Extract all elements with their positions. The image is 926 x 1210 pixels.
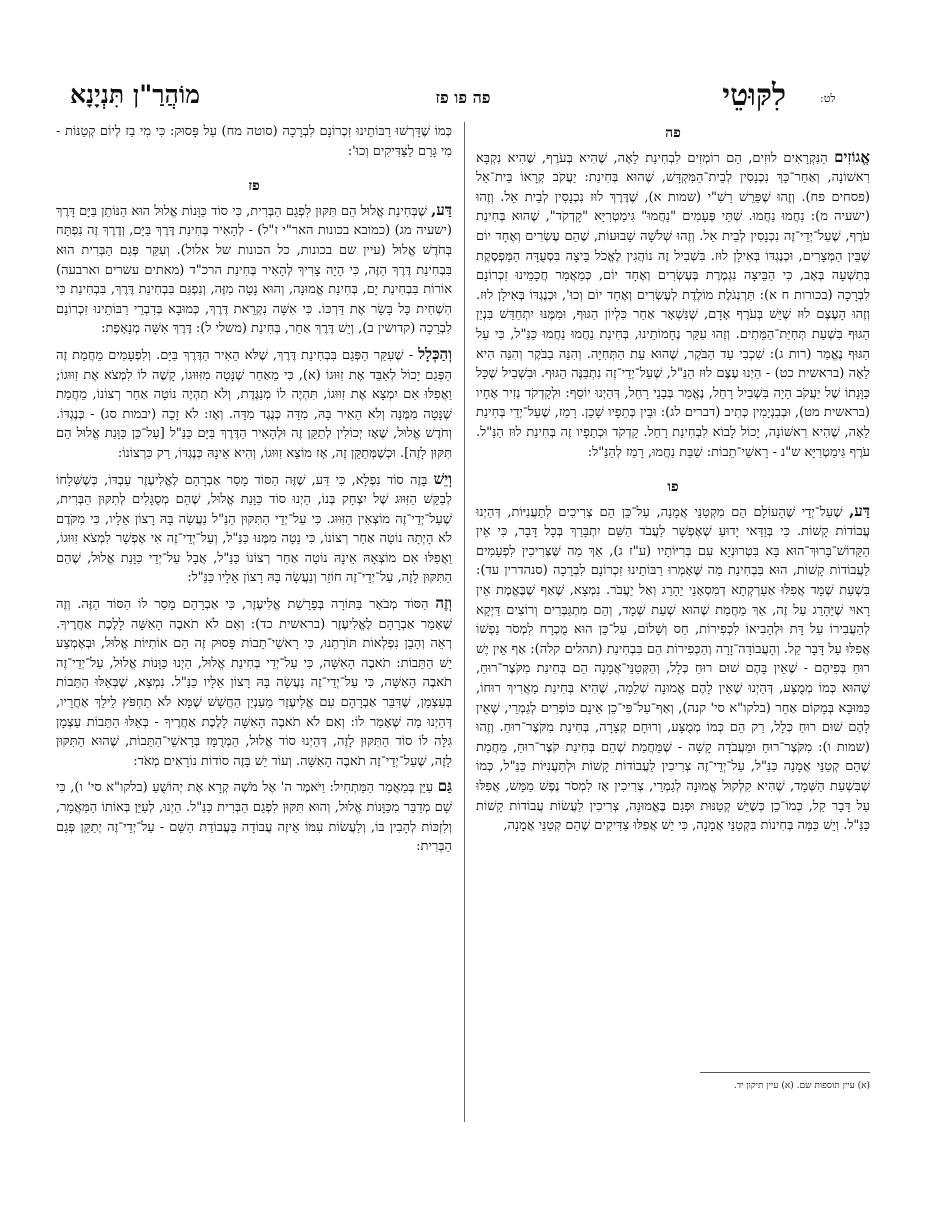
footnote-divider <box>700 1072 870 1073</box>
section-title: פה <box>665 125 681 141</box>
paragraph-text: בָּזֶה סוֹד נִפְלָא, כִּי דַּע, שֶׁזֶּה הַסּוֹד מָסַר אַבְרָהָם לֶאֱלִיעֶזֶר עַבְדּוֹ, כְּשֶׁשְּׁלָחוֹ לְבַקֵּשׁ הַזִּוּוּג שֶׁל יִצְחָק בְּנוֹ, הַיְנוּ סוֹד כַּוָּנַת אֱלוּל, שֶׁהֵם מְסֻגָּלִים לְתִקּוּן הַבְּרִית, שֶׁעַל־יְדֵי־זֶה מוֹצְאִין הַזִּוּוּג. כִּי עַל־יְדֵי הַתִּקּוּן הַנַּ"ל נַעֲשָׂה בָּהּ רָצוֹן אֵלָיו, כִּי מִקֹּדֶם לֹא הָיְתָה נוֹטָה אַחַר רְצוֹנוֹ, כִּי נָטָה מִמֶּנּוּ כַּנַּ"ל, וְעַל־יְדֵי־זֶה אִי אֶפְשָׁר לִמְצֹא זִוּוּגוֹ, וַאֲפִלּוּ אִם מוֹצְאָהּ אֵינָהּ נוֹטָה אַחַר רְצוֹנוֹ כַּנַּ"ל, אֲבָל עַל־יְדֵי כַּוָּנַת אֱלוּל, שֶׁהֵם הַתִּקּוּן לָזֶה, עַל־יְדֵי־זֶה חוֹזֵר וְנַעֲשָׂה בָּהּ רָצוֹן אֵלָיו כַּנַּ"ל: <box>56 472 452 586</box>
left-column <box>56 122 452 863</box>
paragraph <box>476 502 870 836</box>
lead-word: גַּם <box>437 777 452 796</box>
paragraph <box>56 122 452 161</box>
running-header <box>70 78 856 114</box>
lead-word: אֱגוֹזִים <box>834 147 870 166</box>
section-title: פו <box>667 479 679 496</box>
lead-word: דַּע, <box>849 501 870 520</box>
column-divider <box>464 122 465 1122</box>
paragraph <box>476 148 870 463</box>
footnote: (א) עיין תוספות שם. (א) עיין תיקון יד. <box>733 1081 870 1091</box>
author-title: מוֹהֲרַ"ן תִּנְיָנָא <box>70 80 201 109</box>
right-column <box>476 122 870 842</box>
paragraph <box>56 777 452 856</box>
page-folio: לט: <box>820 92 836 105</box>
lead-word: וְהַכְּלָל <box>418 344 452 363</box>
book-title: לִקּוּטֵי <box>722 78 786 113</box>
paragraph-text: הַסּוֹד מְבֹאָר בַּתּוֹרָה בְּפָרָשַׁת אֱלִיעֶזֶר, כִּי אַבְרָהָם מָסַר לוֹ הַסּוֹד הַזֶּה. וְזֶה שֶׁאָמַר אַבְרָהָם לֶאֱלִיעֶזֶר (בראשית כד): וְאִם לֹא תֹאבֶה הָאִשָּׁה לָלֶכֶת אַחֲרֶיךָ. רְאֵה וְהָבֵן נִפְלְאוֹת תּוֹרָתֵנוּ, כִּי רָאשֵׁי־תֵבוֹת פָּסוּק זֶה הֵם אוֹתִיּוֹת אֱלוּל, וּבְאֶמְצַע יֵשׁ הַתֵּבוֹת: תֹאבֶה הָאִשָּׁה, כִּי עַל־יְדֵי בְּחִינַת אֱלוּל, הַיְנוּ כַּוָּנוֹת אֱלוּל, עַל־יְדֵי־זֶה תֹאבֶה הָאִשָּׁה, כִּי עַל־יְדֵי־זֶה נַעֲשָׂה בָּהּ רָצוֹן אֵלָיו כַּנַּ"ל. נִמְצָא, שֶׁבְּאֵלּוּ הַתֵּבוֹת בְּעַצְמָן, שֶׁדִּבֵּר אַבְרָהָם עִם אֱלִיעֶזֶר מֵעִנְיַן הַחֲשָׁשׁ שֶׁמָּא לֹא תַחְפֹּץ לֵילֵךְ אַחֲרָיו, דְּהַיְנוּ מַה שֶּׁאָמַר לוֹ: וְאִם לֹא תֹאבֶה הָאִשָּׁה לָלֶכֶת אַחֲרֶיךָ - בְּאֵלּוּ הַתֵּבוֹת עַצְמָן גִּלָּה לוֹ סוֹד הַתִּקּוּן לָזֶה, דְּהַיְנוּ סוֹד אֱלוּל, הַמְרֻמָּז בְּרָאשֵׁי־הַתֵּבוֹת, שֶׁהוּא הַתִּקּוּן לָזֶה, שֶׁעַל־יְדֵי־זֶה תֹאבֶה הָאִשָּׁה. וְעוֹד יֵשׁ בָּזֶה סוֹדוֹת נוֹרָאִים מְאֹד: <box>56 597 452 769</box>
lead-word: דַּע, <box>431 200 452 219</box>
paragraph <box>56 470 452 589</box>
lead-word: וְזֶה <box>435 594 452 613</box>
paragraph-text: שֶׁעַל־יְדֵי שֶׁהָעוֹלָם הֵם מִקְטַנֵּי אֲמָנָה, עַל־כֵּן הֵם צְרִיכִים לְתַעֲנִיּוֹת, דְּהַיְנוּ עֲבוֹדוֹת קָשׁוֹת. כִּי בְּוַדַּאי יָדוּעַ שֶׁאֶפְשָׁר לַעֲבֹד הַשֵּׁם יִתְבָּרַךְ בְּכָל דָּבָר, כִּי אֵין הַקָּדוֹשׁ־בָּרוּךְ־הוּא בָּא בִּטְרוּנְיָא עִם בְּרִיּוֹתָיו (ע"ז ג), אַךְ מַה שֶּׁצְּרִיכִין לִפְעָמִים לַעֲבוֹדוֹת קָשׁוֹת, הוּא בִּבְחִינַת מַה שֶּׁאָמְרוּ רַבּוֹתֵינוּ זִכְרוֹנָם לִבְרָכָה (סנהדרין עד): בִּשְׁעַת שְׁמָד אֲפִלּוּ אַעַרְקְתָא דְמִסְאָנֵי יֵהָרֵג וְאַל יַעֲבֹר. נִמְצָא, שֶׁאַף שֶׁבֶּאֱמֶת אֵין רָאוּי שֶׁיֵּהָרֵג עַל זֶה, אַךְ מֵחֲמַת שֶׁהוּא שְׁעַת שְׁמָד, וְהֵם מִתְגַּבְּרִים וְרוֹצִים דַּיְקָא לְהַעֲבִירוֹ עַל דָּת וּלְהָבִיאוֹ לִכְפִירוֹת, חַס וְשָׁלוֹם, עַל־כֵּן הוּא מֻכְרָח לִמְסֹר נַפְשׁוֹ אֲפִלּוּ עַל דָּבָר קַל. וְהָעֲבוֹדָה־זָרָה וְהַכְּפִירוֹת הֵם בִּבְחִינַת (תהלים קלה): אַף אֵין יֶשׁ רוּחַ בְּפִיהֶם - שֶׁאֵין בָּהֶם שׁוּם רוּחַ כְּלָל, וְהַקְּטַנֵּי־אֲמָנָה הֵם בְּחִינַת מִקֹּצֶר־רוּחַ, שֶׁהוּא כְּמוֹ מְמֻצָּע, דְּהַיְנוּ שֶׁאֵין לָהֶם אֱמוּנָה שְׁלֵמָה, שֶׁהִיא בְּחִינַת מַאֲרִיךְ רוּחוֹ, כַּמּוּבָא בְּמָקוֹם אַחֵר (בלקו"א סי' קנה), וְאַף־עַל־פִּי־כֵן אֵינָם כּוֹפְרִים לְגַמְרֵי, שֶׁאֵין לָהֶם שׁוּם רוּחַ כְּלָל, רַק הֵם כְּמוֹ מְמֻצָּע, וְרוּחָם קְצָרָה, בְּחִינַת מִקֹּצֶר־רוּחַ. וְזֶהוּ (שמות ו): מִקֹּצֶר־רוּחַ וּמֵעֲבֹדָה קָשָׁה - שֶׁמֵּחֲמַת שֶׁהֵם בְּחִינַת קֹצֶר־רוּחַ, מֵחֲמַת שֶׁהֵם קְטַנֵּי אֲמָנָה כַּנַּ"ל, עַל־יְדֵי־זֶה צְרִיכִין לַעֲבוֹדוֹת קָשׁוֹת וּלְתַעֲנִיּוֹת כַּנַּ"ל, כְּמוֹ שֶׁבִּשְׁעַת הַשְּׁמָד, שֶׁהִיא קִלְקוּל אֱמוּנָה לְגַמְרֵי, צְרִיכִין אָז לִמְסֹר נֶפֶשׁ מַמָּשׁ, אֲפִלּוּ עַל דָּבָר קַל, כְּמוֹ־כֵן כְּשֶׁיֵּשׁ קְטַנּוּת וּפְגַם בֶּאֱמוּנָה, צְרִיכִין לַעֲשׂוֹת עֲבוֹדוֹת קָשׁוֹת כַּנַּ"ל. וְיֵשׁ כַּמָּה בְּחִינוֹת בִּקְטַנֵּי אֲמָנָה, כִּי יֵשׁ אֲפִלּוּ צַדִּיקִים שֶׁהֵם קְטַנֵּי אֲמָנָה, <box>476 504 870 834</box>
folio-numbers: פה פו פז <box>435 88 491 107</box>
paragraph <box>56 594 452 771</box>
lead-word: וְיֵשׁ <box>433 469 453 488</box>
section-title: פז <box>248 178 260 195</box>
paragraph-text: עַיֵּן בְּמַאֲמַר הַמַּתְחִיל: וַיֹּאמֶר ה' אֶל מֹשֶׁה קְרָא אֶת יְהוֹשֻׁעַ (בלקו"א סי' ו), כִּי שָׁם מְדַבֵּר מִכַּוָּנוֹת אֱלוּל, וְהוּא תִּקּוּן לִפְגַם הַבְּרִית כַּנַּ"ל. הַיְנוּ, לְעַיֵּן בְּאוֹתוֹ הַמַּאֲמָר, וְלִזְכּוֹת לְהָבִין בּוֹ, וְלַעֲשׂוֹת עִמּוֹ אֵיזֶה עֲבוֹדָה בַּעֲבוֹדַת הַשֵּׁם - עַל־יְדֵי־זֶה יְתַקֵּן פְּגַם הַבְּרִית: <box>56 780 452 855</box>
paragraph-text: הַנִּקְרָאִים לוּזִים, הֵם רוֹמְזִים לִבְחִינַת לֵאָה, שֶׁהִיא בְּעֹרֶף, שֶׁהִיא נִקְבָּא רִאשׁוֹנָה, וְאַחַר־כָּךְ נִכְנָסִין לְבֵית־הַמִּקְדָּשׁ, שֶׁהוּא בְּחִינַת: יַעֲקֹב קְרָאוֹ בֵּית־אֵל (פסחים פח). וְזֶהוּ שֶׁפֵּרֵשׁ רַשִׁ"י (שמות א), שֶׁדֶּרֶךְ לוּז נִכְנָסִין לְבֵית אֵל. וְזֶהוּ (ישעיה מ): נַחֲמוּ נַחֲמוּ. שְׁתֵּי פְּעָמִים "נַחֲמוּ" גִּימַטְרִיָּא "קָדְקֹד", שֶׁהוּא בְּחִינַת עֹרֶף, שֶׁעַל־יְדֵי־זֶה נִכְנָסִין לְבֵית אֵל. וְזֶהוּ שְׁלֹשָׁה שָׁבוּעוֹת, שֶׁהֵם עֶשְׂרִים וְאֶחָד יוֹם שֶׁבֵּין הַמְּצָרִים, וּכְנֶגְדּוֹ בְּאִילָן לוּז. בִּשְׁבִיל זֶה נוֹהֲגִין לֶאֱכֹל בֵּיצָה בִּסְעֻדָּה הַמַּפְסֶקֶת בְּתִשְׁעָה בְּאָב, כִּי הַבֵּיצָה נִגְמֶרֶת בְּעֶשְׂרִים וְאֶחָד יוֹם, כְּמַאֲמַר חֲכָמֵינוּ זִכְרוֹנָם לִבְרָכָה (בכורות ח א): תַּרְנְגֹלֶת מוֹלֶדֶת לְעֶשְׂרִים וְאֶחָד יוֹם וְכוּ', וּכְנֶגְדּוֹ בְּאִילָן לוּז. וְזֶהוּ הָעֶצֶם לוּז שֶׁיֵּשׁ בְּעֹרֶף אָדָם, שֶׁנִּשְׁאָר אַחַר כִּלְיוֹן הַגּוּף, וּמִמֶּנּוּ יִתְחַדֵּשׁ בִּנְיַן הַגּוּף בִּשְׁעַת תְּחִיַּת־הַמֵּתִים. וְזֶהוּ עִקַּר נֶחָמוֹתֵינוּ, בְּחִינַת נַחֲמוּ נַחֲמוּ כַּנַּ"ל, כִּי עַל הַגּוּף נֶאֱמַר (רות ג): שִׁכְבִי עַד הַבֹּקֶר, שֶׁהוּא עֵת הַתְּחִיָּה. וְהִנֵּה בַבֹּקֶר וְהִנֵּה הִיא לֵאָה (בראשית כט) - הַיְנוּ עֶצֶם לוּז הַנַּ"ל, שֶׁעַל־יְדֵי־זֶה נִתְבַּנֶּה הַגּוּף. וּבִשְׁבִיל שֶׁכָּל כַּוָּנָתוֹ שֶׁל יַעֲקֹב הָיָה בִּשְׁבִיל רָחֵל, נֶאֱמַר בְּבָנֵי רָחֵל, דְּהַיְנוּ יוֹסֵף: וּלְקָדְקֹד נְזִיר אֶחָיו (בראשית מט), וּבְבִנְיָמִין כְּתִיב (דברים לג): וּבֵין כְּתֵפָיו שָׁכֵן. רָמַז, שֶׁעַל־יְדֵי בְּחִינַת לֵאָה, שֶׁהִיא רִאשׁוֹנָה, יָכוֹל לָבוֹא לִבְחִינַת רָחֵל. קָדְקֹד וּכְתֵפָיו זֶה בְּחִינַת לוּז הַנַּ"ל. עֹרֶף גִּימַטְרִיָּא ש"נ - רָאשֵׁי־תֵבוֹת: שַׁבַּת נַחֲמוּ, רָמַז לְהַנַּ"ל: <box>476 150 870 460</box>
paragraph <box>56 201 452 339</box>
paragraph <box>56 345 452 464</box>
paragraph-text: כְּמוֹ שֶׁדָּרְשׁוּ רַבּוֹתֵינוּ זִכְרוֹנָם לִבְרָכָה (סוטה מח) עַל פָּסוּק: כִּי מִי בַז לְיוֹם קְטַנּוֹת - מִי גָּרַם לַצַּדִּיקִים וְכוּ': <box>56 124 452 159</box>
paragraph-text: שֶׁבְּחִינַת אֱלוּל הֵם תִּקּוּן לִפְגַם הַבְּרִית, כִּי סוֹד כַּוָּנוֹת אֱלוּל הוּא הַנּוֹתֵן בַּיָּם דָּרֶךְ (ישעיה מג) (כמובא בכונות האר"י ז"ל) - לְהָאִיר בְּחִינַת דֶּרֶךְ בַּיָּם, וְדֶרֶךְ זֶה נִפְתָּח בְּחֹדֶשׁ אֱלוּל (עיין שם בכונות, כל הכונות של אלול). וְעִקַּר פְּגַם הַבְּרִית הוּא בִּבְחִינַת דֶּרֶךְ הַזֶּה, כִּי הָיָה צָרִיךְ לְהָאִיר בְּחִינַת הרכ"ד (מאתים עשרים וארבעה) אוֹרוֹת בִּבְחִינַת יָם, בְּחִינַת אֱמוּנָה, וְהוּא נָטָה מִזֶּה, וְנִפְגַּם בִּבְחִינַת דֶּרֶךְ, בִּבְחִינַת כִּי הִשְׁחִית כָּל בָּשָׂר אֶת דַּרְכּוֹ. כִּי אִשָּׁה נִקְרֵאת דֶּרֶךְ, כְּמוּבָא בְּדִבְרֵי רַבּוֹתֵינוּ זִכְרוֹנָם לִבְרָכָה (קדושין ב), וְיֵשׁ דֶּרֶךְ אַחֵר, בְּחִינַת (משלי ל): דֶּרֶךְ אִשָּׁה מְנָאָפֶת: <box>56 203 452 337</box>
paragraph-text: - שֶׁעִקַּר הַפְּגַם בִּבְחִינַת דֶּרֶךְ, שֶׁלֹּא הֵאִיר הַדֶּרֶךְ בַּיָּם. וְלִפְעָמִים מֵחֲמַת זֶה הַפְּגַם יָכוֹל לְאַבֵּד אֶת זִוּוּגוֹ (א), כִּי מֵאַחַר שֶׁנָּטָה מִזִּוּוּגוֹ, קָשֶׁה לוֹ לִמְצֹא אֶת זִוּוּגוֹ; וַאֲפִלּוּ אִם יִמְצָא אֶת זִוּוּגוֹ, תִּהְיֶה לוֹ מְנַגֶּדֶת, וְלֹא תִהְיֶה נוֹטָה אַחַר רְצוֹנוֹ, מֵחֲמַת שֶׁנָּטָה מִמֶּנָּה וְלֹא הֵאִיר בָּהּ, מִדָּה כְּנֶגֶד מִדָּה. וְאָז: לֹא זָכָה (יבמות סג) - כְּנֶגְדּוֹ. וְחֹדֶשׁ אֱלוּל, שֶׁאָז יְכוֹלִין לְתַקֵּן זֶה וּלְהָאִיר הַדֶּרֶךְ בַּיָּם כַּנַּ"ל [עַל־כֵּן כַּוָּנַת אֱלוּל הֵם תִּקּוּן לָזֶה]. וּכְשֶׁמְּתַקֵּן זֶה, אָז מוֹצֵא זִוּוּגוֹ, וְהִיא אֵינָהּ כְּנֶגְדּוֹ, רַק כִּרְצוֹנוֹ: <box>56 347 452 461</box>
